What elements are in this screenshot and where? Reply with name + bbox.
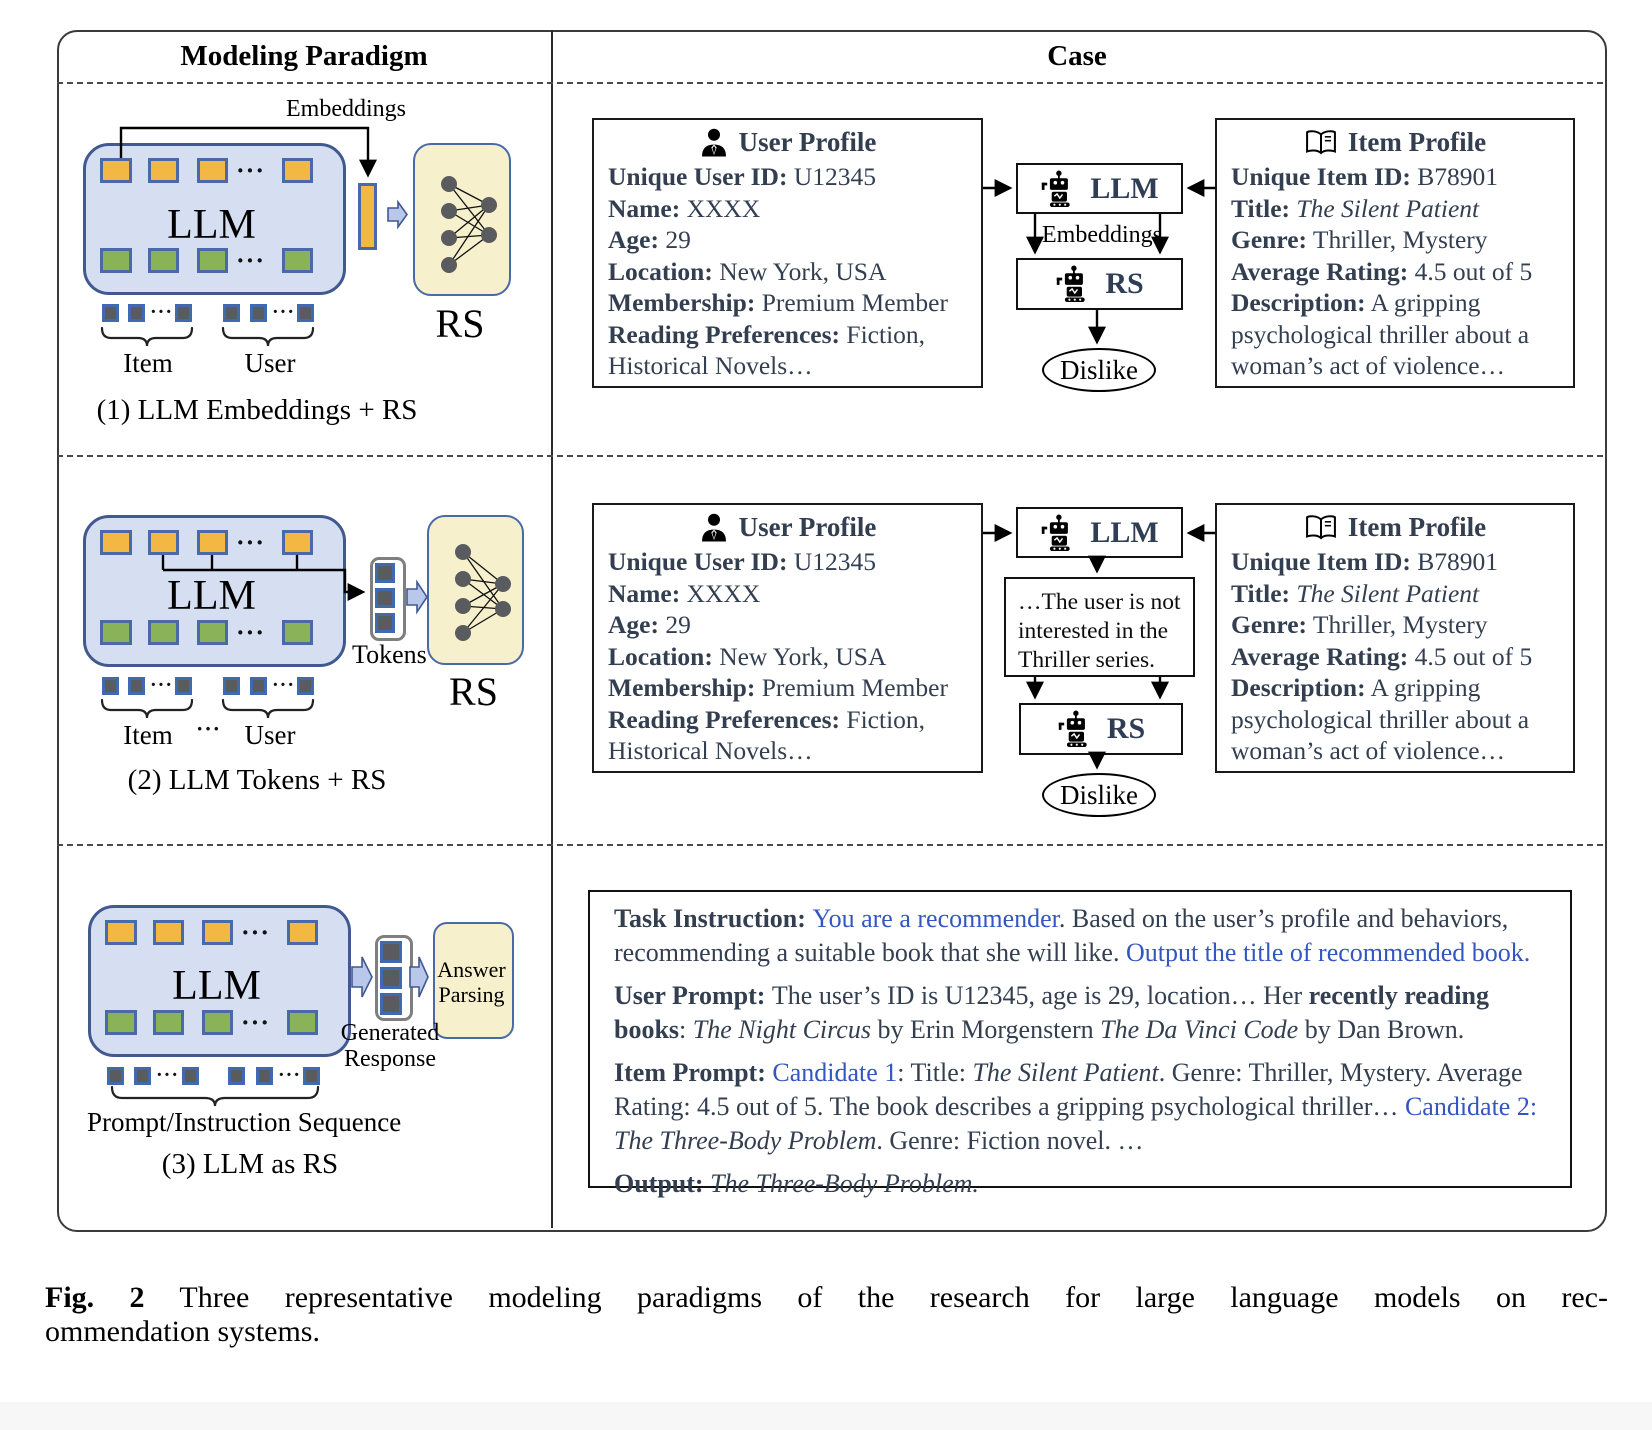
- card-title: Item Profile: [1347, 127, 1487, 157]
- rs-label-2: RS: [449, 669, 498, 714]
- rs-flow-box-1: [1016, 258, 1183, 310]
- embeddings-flow-label: Embeddings: [1042, 222, 1162, 248]
- robot-icon: [1055, 265, 1091, 303]
- paradigm3-caption: (3) LLM as RS: [161, 1148, 339, 1180]
- ellipsis-dots: ···: [236, 528, 266, 557]
- card-title: Item Profile: [1347, 512, 1487, 542]
- paradigm1-caption: (1) LLM Embeddings + RS: [96, 394, 418, 426]
- llm-label-3: LLM: [172, 963, 261, 1009]
- ellipsis-dots: ···: [272, 674, 296, 696]
- llm-label-1: LLM: [167, 202, 256, 248]
- user-brace-label-1: User: [244, 348, 296, 378]
- caption-line1: Fig. 2 Three representative modeling paradigms of the research for large language models on rec-: [45, 1281, 1608, 1314]
- ellipsis-dots: ···: [150, 674, 174, 696]
- rs-flow-label: RS: [1105, 267, 1144, 300]
- ellipsis-dots: ···: [236, 618, 266, 647]
- answer-parsing-label: Parsing: [438, 982, 505, 1007]
- rs-flow-label: RS: [1106, 712, 1146, 745]
- rs-network-box-2: [427, 515, 524, 665]
- item-profile-card-2: [1215, 503, 1575, 773]
- dislike-result-2: Dislike: [1042, 773, 1156, 817]
- item-profile-title: [1217, 120, 1573, 158]
- prompt-sequence-label: Prompt/Instruction Sequence: [87, 1107, 402, 1137]
- user-profile-title: [594, 505, 981, 543]
- book-icon: [1304, 513, 1338, 543]
- column-header-case: Case: [1047, 40, 1107, 72]
- ellipsis-dots: ···: [241, 918, 271, 947]
- column-divider: [551, 30, 553, 1228]
- figure-caption: [45, 1281, 1608, 1349]
- llm-label-2: LLM: [167, 573, 256, 619]
- llm-flow-box-1: [1016, 163, 1183, 214]
- ellipsis-dots: ···: [156, 1064, 180, 1086]
- item-brace-label-1: Item: [123, 348, 173, 378]
- ellipsis-dots: ···: [236, 246, 266, 275]
- card-title: User Profile: [738, 512, 877, 542]
- generated-response-label: Generated: [340, 1020, 440, 1046]
- user-profile-lines: Unique User ID: U12345 Name: XXXX Age: 29 Location: New York, USA Membership: Premium Member Reading Preferences: Fiction, Historical Novels…: [608, 547, 948, 765]
- row1-separator: [57, 455, 1603, 457]
- robot-icon: [1040, 514, 1076, 552]
- user-profile-title: [594, 120, 981, 158]
- column-header-modeling-paradigm: Modeling Paradigm: [180, 40, 428, 72]
- header-separator: [57, 82, 1603, 84]
- paradigm2-caption: (2) LLM Tokens + RS: [127, 764, 387, 796]
- robot-icon: [1040, 170, 1076, 208]
- user-profile-lines: Unique User ID: U12345 Name: XXXX Age: 29 Location: New York, USA Membership: Premium Member Reading Preferences: Fiction, Historical Novels…: [608, 162, 948, 380]
- ellipsis-dots: ···: [150, 301, 174, 323]
- llm-flow-label: LLM: [1090, 515, 1159, 549]
- item-profile-title: [1217, 505, 1573, 543]
- ellipsis-dots: ···: [272, 301, 296, 323]
- answer-parsing-label: Answer: [437, 957, 506, 982]
- generated-response-label: Response: [344, 1046, 436, 1072]
- ellipsis-dots: ···: [278, 1064, 302, 1086]
- dislike-result-1: Dislike: [1042, 348, 1156, 392]
- person-icon: [699, 128, 729, 158]
- item-profile-lines: Unique Item ID: B78901 Title: The Silent Patient Genre: Thriller, Mystery Average Rating: 4.5 out of 5 Description: A gripping psychological thriller about a woman’s act of violence…: [1231, 162, 1533, 380]
- embeddings-arrow-label: Embeddings: [286, 96, 406, 122]
- ellipsis-dots: ···: [196, 716, 222, 741]
- ellipsis-dots: ···: [236, 156, 266, 185]
- ellipsis-dots: ···: [241, 1008, 271, 1037]
- item-profile-card-1: [1215, 118, 1575, 388]
- rs-network-box-1: [413, 143, 511, 296]
- llm-output-box: …The user is not interested in the Thriller series.: [1004, 577, 1195, 677]
- user-brace-label-2: User: [244, 720, 296, 750]
- robot-icon: [1057, 710, 1093, 748]
- user-profile-card-1: [592, 118, 983, 388]
- rs-flow-box-2: [1019, 703, 1183, 755]
- tokens-label: Tokens: [352, 640, 427, 669]
- page-bottom-strip: [0, 1402, 1652, 1430]
- user-profile-card-2: [592, 503, 983, 773]
- llm-flow-box-2: [1016, 507, 1183, 558]
- neural-network-icon: [429, 517, 522, 663]
- embedding-vector-bar: [358, 183, 377, 250]
- caption-line2: ommendation systems.: [45, 1315, 320, 1348]
- book-icon: [1304, 128, 1338, 158]
- item-brace-label-2: Item: [123, 720, 173, 750]
- person-icon: [699, 513, 729, 543]
- neural-network-icon: [415, 145, 509, 294]
- card-title: User Profile: [738, 127, 877, 157]
- row2-separator: [57, 844, 1603, 846]
- prompt-case-box: Task Instruction: You are a recommender. Based on the user’s profile and behaviors, recommending a suitable book that she will like. Output the title of recommended book. User Prompt: The user’s ID is U12345, age is 29, location… Her recently reading books: The Night Circus by Erin Morgenstern The Da Vinci Code by Dan Brown. Item Prompt: Candidate 1: Title: The Silent Patient. Genre: Thriller, Mystery. Average Rating: 4.5 out of 5. The book describes a gripping psychological thriller… Candidate 2: The Three-Body Problem. Genre: Fiction novel. … Output: The Three-Body Problem.: [588, 890, 1572, 1188]
- rs-label-1: RS: [435, 301, 485, 346]
- llm-flow-label: LLM: [1090, 171, 1159, 205]
- item-profile-lines: Unique Item ID: B78901 Title: The Silent Patient Genre: Thriller, Mystery Average Rating: 4.5 out of 5 Description: A gripping psychological thriller about a woman’s act of violence…: [1231, 547, 1533, 765]
